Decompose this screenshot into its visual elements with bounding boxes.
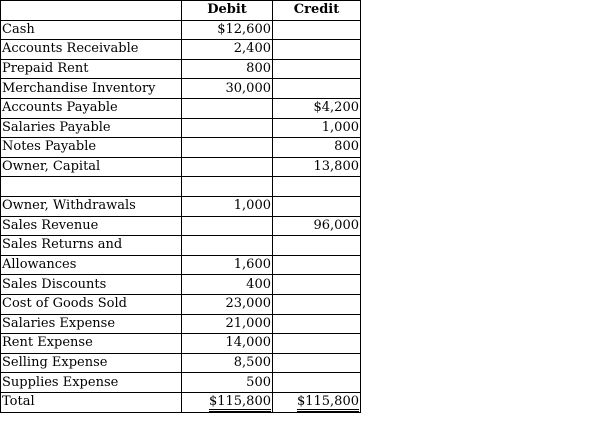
- debit-amount: [182, 177, 273, 197]
- credit-amount: [273, 59, 361, 79]
- table-row: [1, 20, 361, 40]
- credit-amount: 13,800: [273, 157, 361, 177]
- table-row: [1, 40, 361, 60]
- debit-amount: [182, 236, 273, 256]
- credit-amount: $4,200: [273, 98, 361, 118]
- credit-amount: [273, 40, 361, 60]
- account-name: Accounts Receivable: [1, 40, 182, 60]
- account-name: Prepaid Rent: [1, 59, 182, 79]
- debit-amount: 21,000: [182, 314, 273, 334]
- table-row: [1, 314, 361, 334]
- table-row: [1, 79, 361, 99]
- debit-amount: 8,500: [182, 353, 273, 373]
- account-name: Rent Expense: [1, 334, 182, 354]
- table-row: [1, 138, 361, 158]
- account-name: Sales Returns and: [1, 236, 182, 256]
- table-row: [1, 157, 361, 177]
- debit-amount: 400: [182, 275, 273, 295]
- credit-amount: [273, 177, 361, 197]
- credit-amount: [273, 79, 361, 99]
- table-row: [1, 59, 361, 79]
- debit-header: Debit: [182, 1, 273, 21]
- table-row: [1, 353, 361, 373]
- credit-amount: [273, 314, 361, 334]
- table-row: [1, 236, 361, 256]
- credit-amount: 800: [273, 138, 361, 158]
- total-credit: [273, 392, 361, 412]
- debit-amount: 14,000: [182, 334, 273, 354]
- account-name: Supplies Expense: [1, 373, 182, 393]
- total-debit: [182, 392, 273, 412]
- account-name: Selling Expense: [1, 353, 182, 373]
- account-name: Accounts Payable: [1, 98, 182, 118]
- debit-amount: 30,000: [182, 79, 273, 99]
- debit-amount: 1,000: [182, 196, 273, 216]
- account-header: [1, 1, 182, 21]
- account-name: Cost of Goods Sold: [1, 294, 182, 314]
- account-name: Notes Payable: [1, 138, 182, 158]
- debit-amount: [182, 157, 273, 177]
- debit-amount: 23,000: [182, 294, 273, 314]
- debit-amount: 500: [182, 373, 273, 393]
- debit-amount: [182, 118, 273, 138]
- table-row: [1, 196, 361, 216]
- debit-amount: [182, 98, 273, 118]
- debit-amount: [182, 138, 273, 158]
- account-name: Sales Discounts: [1, 275, 182, 295]
- credit-amount: 1,000: [273, 118, 361, 138]
- table-row: [1, 334, 361, 354]
- credit-amount: [273, 196, 361, 216]
- credit-amount: [273, 255, 361, 275]
- credit-amount: [273, 20, 361, 40]
- account-name: [1, 177, 182, 197]
- account-name: Salaries Payable: [1, 118, 182, 138]
- account-name: Salaries Expense: [1, 314, 182, 334]
- account-name: Owner, Withdrawals: [1, 196, 182, 216]
- credit-amount: [273, 353, 361, 373]
- table-row: [1, 275, 361, 295]
- credit-header: Credit: [273, 1, 361, 21]
- total-debit-amount: $115,800: [209, 394, 271, 412]
- table-row: [1, 255, 361, 275]
- blank-row: [1, 177, 361, 197]
- debit-amount: 1,600: [182, 255, 273, 275]
- credit-amount: [273, 294, 361, 314]
- debit-amount: [182, 216, 273, 236]
- credit-amount: [273, 275, 361, 295]
- account-name: Cash: [1, 20, 182, 40]
- credit-amount: [273, 334, 361, 354]
- table-row: [1, 98, 361, 118]
- table-row: [1, 294, 361, 314]
- debit-amount: 2,400: [182, 40, 273, 60]
- total-label: Total: [1, 392, 182, 412]
- table-row: [1, 216, 361, 236]
- account-name: Sales Revenue: [1, 216, 182, 236]
- header-row: [1, 1, 361, 21]
- account-name: Owner, Capital: [1, 157, 182, 177]
- table-row: [1, 118, 361, 138]
- total-credit-amount: $115,800: [297, 394, 359, 412]
- account-name: Allowances: [1, 255, 182, 275]
- account-name: Merchandise Inventory: [1, 79, 182, 99]
- debit-amount: 800: [182, 59, 273, 79]
- table-row: [1, 373, 361, 393]
- debit-amount: $12,600: [182, 20, 273, 40]
- total-row: [1, 392, 361, 412]
- credit-amount: 96,000: [273, 216, 361, 236]
- credit-amount: [273, 236, 361, 256]
- credit-amount: [273, 373, 361, 393]
